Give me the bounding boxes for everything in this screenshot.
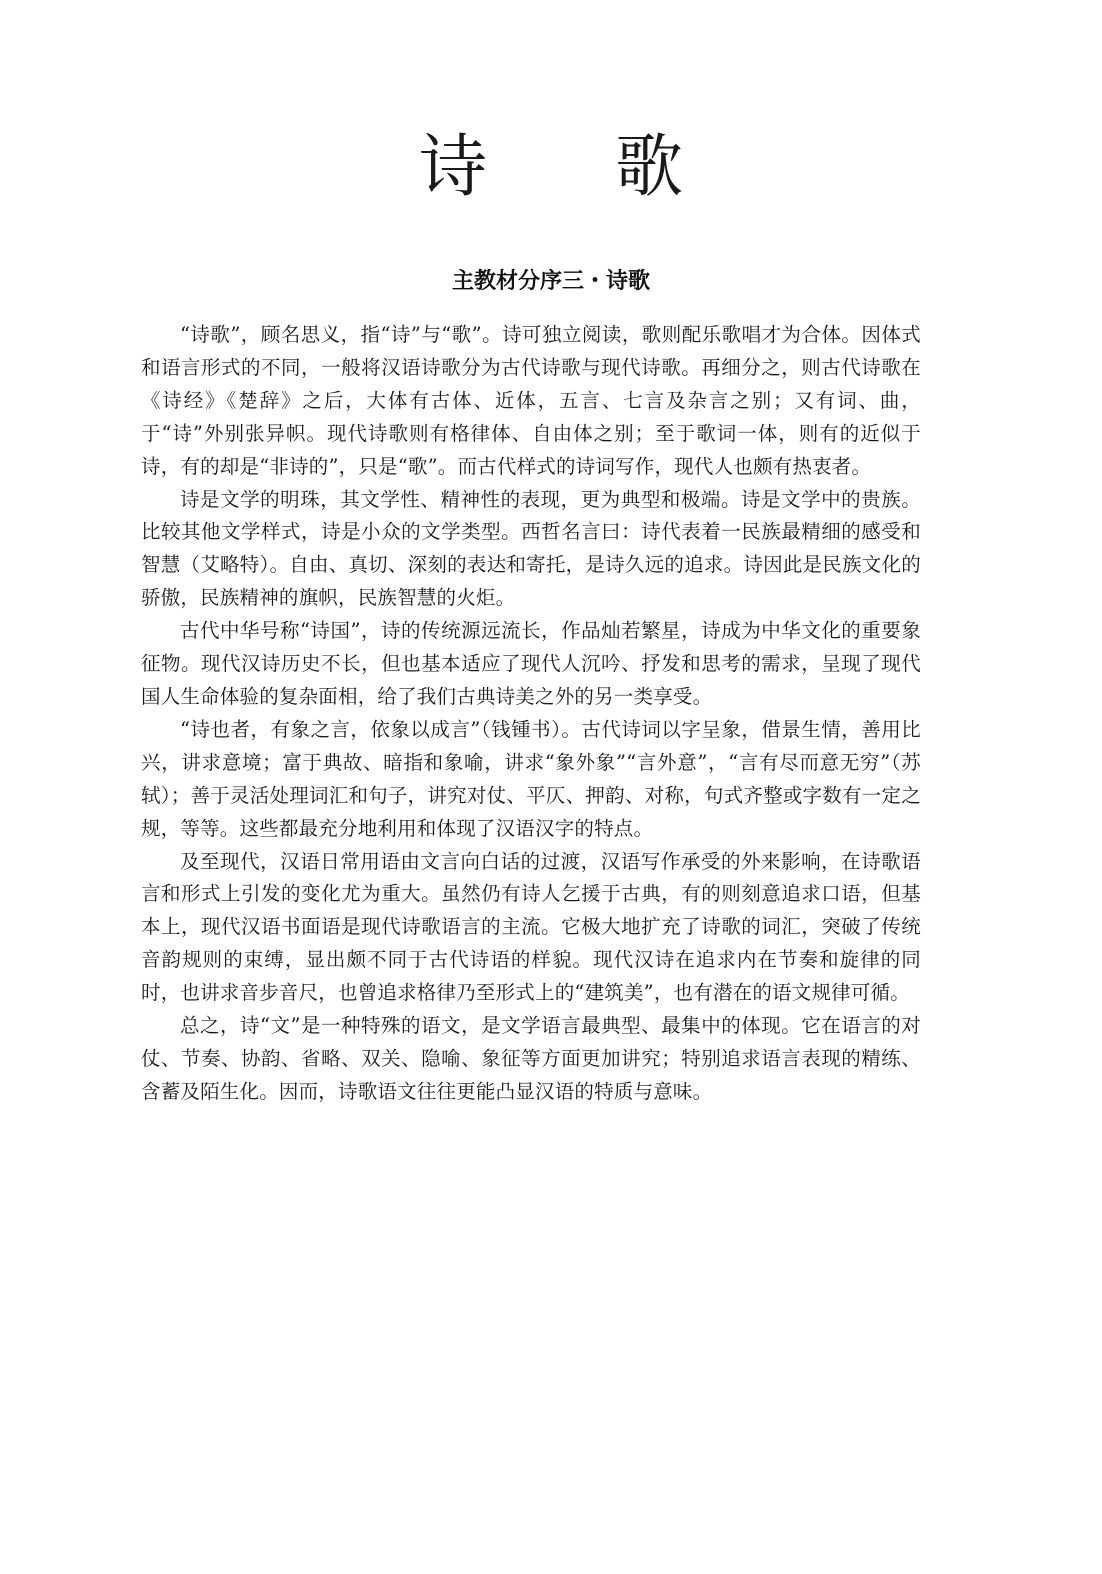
page-title-char-2: 歌	[615, 128, 684, 207]
paragraph-2: 诗是文学的明珠，其文学性、精神性的表现，更为典型和极端。诗是文学中的贵族。比较其他文学样式，诗是小众的文学类型。西哲名言曰：诗代表着一民族最精细的感受和智慧（艾略特）。自由、真切、深刻的表达和寄托，是诗久远的追求。诗因此是民族文化的骄傲，民族精神的旗帜，民族智慧的火炬。	[141, 487, 921, 610]
paragraph-4: “诗也者，有象之言，依象以成言”（钱锺书）。古代诗词以字呈象，借景生情，善用比兴，讲求意境；富于典故、暗指和象喻，讲求“象外象”“言外意”，“言有尽而意无穷”（苏轼）；善于灵活处理词汇和句子，讲究对仗、平仄、押韵、对称，句式齐整或字数有一定之规，等等。这些都最充分地利用和体现了汉语汉字的特点。	[141, 717, 921, 840]
section-subtitle: 主教材分序三・诗歌	[451, 269, 650, 294]
paragraph-3: 古代中华号称“诗国”，诗的传统源远流长，作品灿若繁星，诗成为中华文化的重要象征物。现代汉诗历史不长，但也基本适应了现代人沉吟、抒发和思考的需求，呈现了现代国人生命体验的复杂面相，给了我们古典诗美之外的另一类享受。	[141, 619, 921, 708]
paragraph-1: “诗歌”，顾名思义，指“诗”与“歌”。诗可独立阅读，歌则配乐歌唱才为合体。因体式和语言形式的不同，一般将汉语诗歌分为古代诗歌与现代诗歌。再细分之，则古代诗歌在《诗经》《楚辞》之后，大体有古体、近体，五言、七言及杂言之别；又有词、曲，于“诗”外别张异帜。现代诗歌则有格律体、自由体之别；至于歌词一体，则有的近似于诗，有的却是“非诗的”，只是“歌”。而古代样式的诗词写作，现代人也颇有热衷者。	[141, 323, 921, 478]
paragraph-5: 及至现代，汉语日常用语由文言向白话的过渡，汉语写作承受的外来影响，在诗歌语言和形式上引发的变化尤为重大。虽然仍有诗人乞援于古典，有的则刻意追求口语，但基本上，现代汉语书面语是现代诗歌语言的主流。它极大地扩充了诗歌的词汇，突破了传统音韵规则的束缚，显出颇不同于古代诗语的样貌。现代汉诗在追求内在节奏和旋律的同时，也讲求音步音尺，也曾追求格律乃至形式上的“建筑美”，也有潜在的语文规律可循。	[141, 849, 921, 1005]
page-title	[0, 128, 1102, 208]
paragraph-6: 总之，诗“文”是一种特殊的语文，是文学语言最典型、最集中的体现。它在语言的对仗、节奏、协韵、省略、双关、隐喻、象征等方面更加讲究；特别追求语言表现的精练、含蓄及陌生化。因而，诗歌语文往往更能凸显汉语的特质与意味。	[141, 1014, 921, 1103]
page-title-char-1: 诗	[418, 128, 487, 207]
body-text	[141, 319, 921, 1109]
